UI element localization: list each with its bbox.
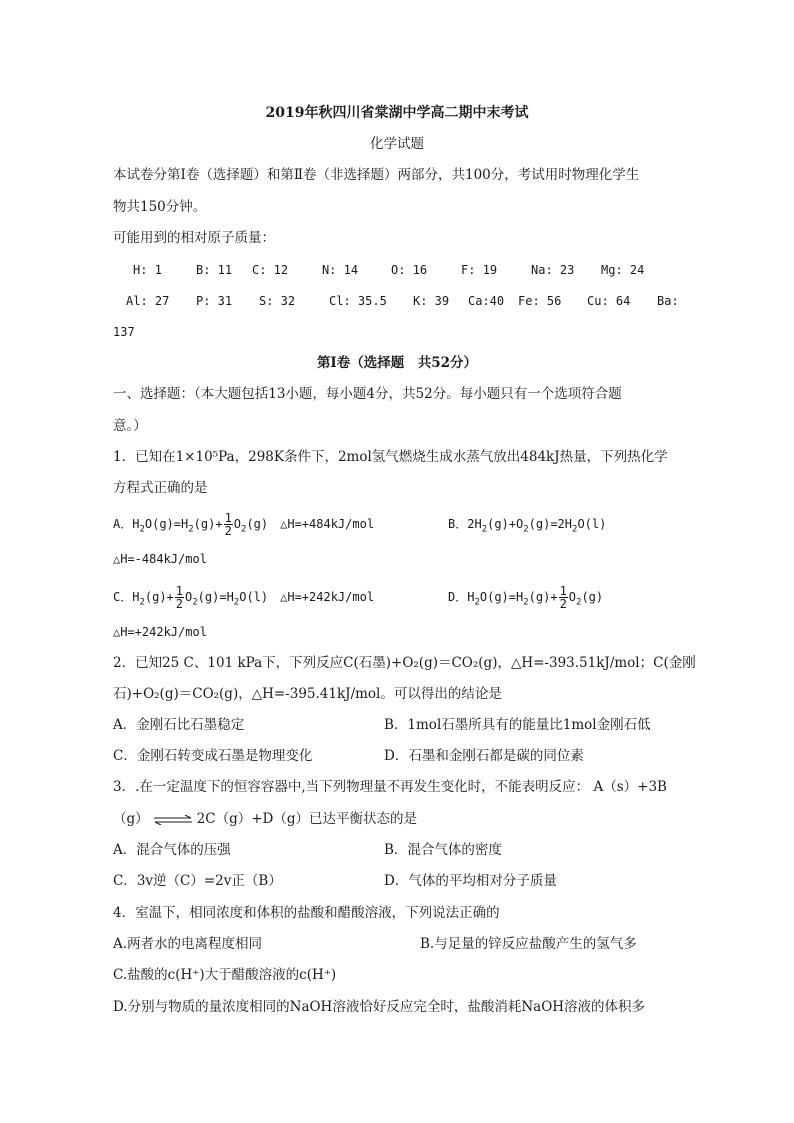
q1-option-c: C．$H_2(g)+$ $\frac{1}{2}$ $O_2(g)=H_2O(l)$ △H=+242kJ/mol	[113, 584, 375, 611]
atomic-mass-label: 可能用到的相对原子质量：	[113, 230, 275, 246]
q3-option-b: B．混合气体的密度	[384, 842, 502, 858]
section-1-instruction-2: 意。）	[113, 418, 147, 434]
q1-stem-line-1: 1．已知在1×10⁵Pa，298K条件下，2mol氢气燃烧生成水蒸气放出484kJ热量，下列热化学	[113, 449, 668, 465]
mass-al: Al: 27	[126, 294, 170, 308]
q3-option-a: A．混合气体的压强	[113, 842, 231, 858]
mass-b: B: 11	[196, 263, 233, 277]
q4-option-b: B.与足量的锌反应盐酸产生的氢气多	[420, 936, 637, 952]
q4-option-d: D.分别与物质的量浓度相同的NaOH溶液恰好反应完全时，盐酸消耗NaOH溶液的体积多	[113, 999, 646, 1015]
mass-fe: Fe: 56	[518, 294, 562, 308]
q4-stem: 4．室温下，相同浓度和体积的盐酸和醋酸溶液，下列说法正确的	[113, 905, 500, 921]
q1-option-b-enthalpy: △H=-484kJ/mol	[113, 552, 207, 566]
one-half-fraction: $\frac{1}{2}$	[559, 584, 567, 611]
q1-option-d-enthalpy: △H=+242kJ/mol	[113, 625, 207, 639]
intro-line-2: 物共150分钟。	[113, 199, 207, 215]
q3-stem-line-2: （g） 2C（g）+D（g）已达平衡状态的是	[113, 811, 417, 827]
one-half-fraction: $\frac{1}{2}$	[224, 511, 232, 538]
mass-cl: Cl: 35.5	[329, 294, 387, 308]
q2-option-b: B．1mol石墨所具有的能量比1mol金刚石低	[384, 717, 651, 733]
q2-option-c: C．金刚石转变成石墨是物理变化	[113, 748, 313, 764]
q3-stem-line-1: 3．.在一定温度下的恒容容器中,当下列物理量不再发生变化时，不能表明反应： A（s）+3B	[113, 779, 667, 795]
section-1-title: 第Ⅰ卷（选择题 共52分）	[316, 355, 478, 371]
q3-option-d: D．气体的平均相对分子质量	[384, 873, 557, 889]
q2-stem-line-2: 石)+O₂(g)＝CO₂(g)，△H=-395.41kJ/mol。可以得出的结论是	[113, 686, 502, 702]
exam-title: 2019年秋四川省棠湖中学高二期中末考试	[265, 105, 529, 121]
intro-line-1: 本试卷分第Ⅰ卷（选择题）和第Ⅱ卷（非选择题）两部分，共100分，考试用时物理化学生	[113, 167, 640, 183]
q2-option-a: A．金刚石比石墨稳定	[113, 717, 245, 733]
mass-f: F: 19	[461, 263, 498, 277]
mass-p: P: 31	[196, 294, 233, 308]
mass-na: Na: 23	[531, 263, 575, 277]
q4-option-a: A.两者水的电离程度相同	[113, 936, 263, 952]
q1-option-a: A．$H_2O(g)=H_2(g)+$ $\frac{1}{2}$ $O_2(g)$ △H=+484kJ/mol	[113, 511, 375, 538]
q1-option-b: B．$2H_2(g)+O_2(g)=2H_2O(l)$	[448, 517, 607, 535]
equilibrium-arrow-icon	[153, 815, 193, 825]
mass-s: S: 32	[259, 294, 296, 308]
mass-n: N: 14	[322, 263, 359, 277]
mass-o: O: 16	[391, 263, 428, 277]
mass-ba-value: 137	[113, 325, 135, 339]
q2-stem-line-1: 2．已知25 C、101 kPa下，下列反应C(石墨)+O₂(g)＝CO₂(g)，△H=-393.51kJ/mol；C(金刚	[113, 655, 696, 671]
mass-mg: Mg: 24	[601, 263, 645, 277]
one-half-fraction: $\frac{1}{2}$	[175, 584, 184, 611]
mass-ba: Ba:	[657, 294, 679, 308]
q4-option-c: C.盐酸的c(H⁺)大于醋酸溶液的c(H⁺)	[113, 967, 337, 983]
mass-c: C: 12	[252, 263, 289, 277]
q1-stem-line-2: 方程式正确的是	[113, 480, 208, 496]
section-1-instruction-1: 一、选择题：（本大题包括13小题，每小题4分，共52分。每小题只有一个选项符合题	[113, 386, 622, 402]
mass-cu: Cu: 64	[587, 294, 631, 308]
mass-h: H: 1	[133, 263, 162, 277]
q1-option-d: D．$H_2O(g)=H_2(g)+$ $\frac{1}{2}$ $O_2(g)$	[448, 584, 604, 611]
mass-k: K: 39	[413, 294, 450, 308]
q3-option-c: C．3v逆（C）=2v正（B）	[113, 873, 282, 889]
q2-option-d: D．石墨和金刚石都是碳的同位素	[384, 748, 584, 764]
exam-subtitle: 化学试题	[370, 136, 424, 152]
mass-ca: Ca:40	[468, 294, 505, 308]
